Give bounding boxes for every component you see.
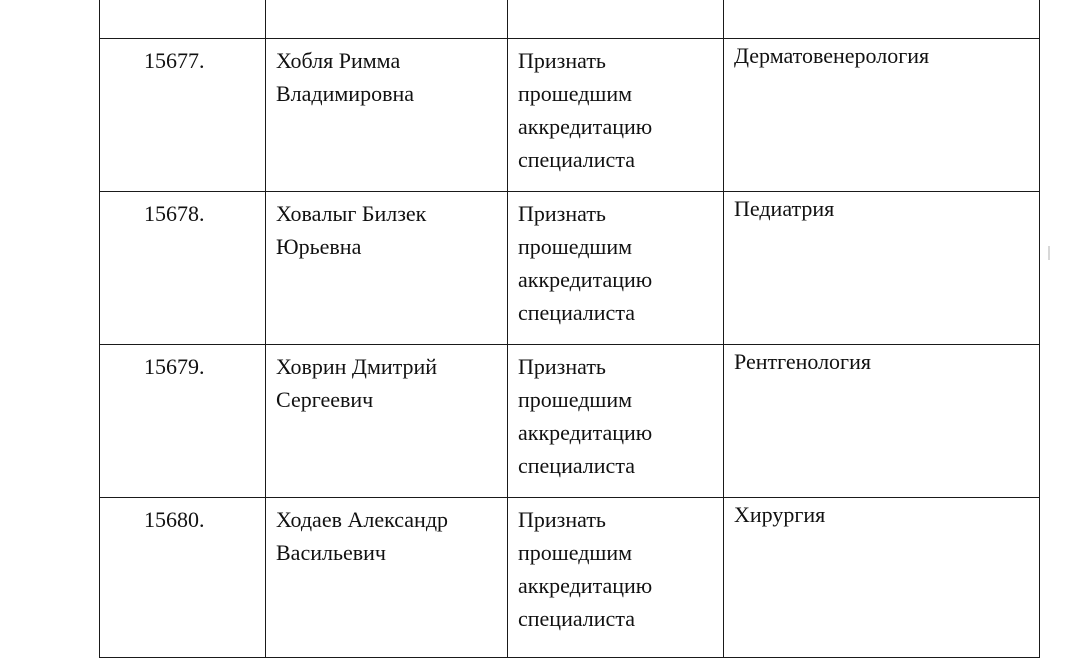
full-name-line: Ховалыг Билзек [276,201,427,226]
decision-line: аккредитацию [518,267,653,292]
decision-cell [508,39,724,192]
row-number-cell [100,498,266,658]
full-name-line: Владимировна [276,81,415,106]
decision-line: Признать [518,48,606,73]
decision-cell [508,498,724,658]
table-row [100,0,1040,39]
full-name-line: Васильевич [276,540,386,565]
specialty-cell [724,39,1040,192]
full-name-cell [266,192,508,345]
decision-line: специалиста [518,606,635,631]
document-table-container [99,0,1039,658]
row-number-cell [100,192,266,345]
full-name-cell [266,0,508,39]
decision-line: Признать [518,507,606,532]
decision-line: прошедшим [518,81,633,106]
row-number-cell [100,345,266,498]
specialty: Педиатрия [734,196,835,221]
accreditation-table [99,0,1040,658]
full-name-cell [266,498,508,658]
decision-line: специалиста [518,453,635,478]
specialty-cell [724,345,1040,498]
full-name-line: Ходаев Александр [276,507,449,532]
decision-line: специалиста [518,300,635,325]
full-name-line: Юрьевна [276,234,362,259]
scan-speck [1048,246,1050,260]
row-number-cell [100,0,266,39]
row-number-cell [100,39,266,192]
decision-line: аккредитацию [518,420,653,445]
full-name-cell [266,39,508,192]
full-name-line: Хобля Римма [276,48,401,73]
decision-line: аккредитацию [518,573,653,598]
decision-cell [508,192,724,345]
decision-line: аккредитацию [518,114,653,139]
decision-line: Признать [518,354,606,379]
table-row [100,498,1040,658]
decision-line: специалиста [518,147,635,172]
decision-line: прошедшим [518,387,633,412]
full-name-cell [266,345,508,498]
specialty-cell [724,192,1040,345]
table-row [100,192,1040,345]
specialty: Рентгенология [734,349,871,374]
full-name-line: Ховрин Дмитрий [276,354,438,379]
decision-cell [508,0,724,39]
table-row [100,345,1040,498]
decision-line: прошедшим [518,540,633,565]
decision-cell [508,345,724,498]
decision-line: прошедшим [518,234,633,259]
row-number: 15679. [144,354,205,379]
row-number: 15680. [144,507,205,532]
full-name-line: Сергеевич [276,387,374,412]
row-number: 15678. [144,201,205,226]
specialty: Дерматовенерология [734,43,930,68]
specialty: Хирургия [734,502,826,527]
decision-line: Признать [518,201,606,226]
specialty-cell [724,498,1040,658]
row-number: 15677. [144,48,205,73]
specialty-cell [724,0,1040,39]
table-row [100,39,1040,192]
